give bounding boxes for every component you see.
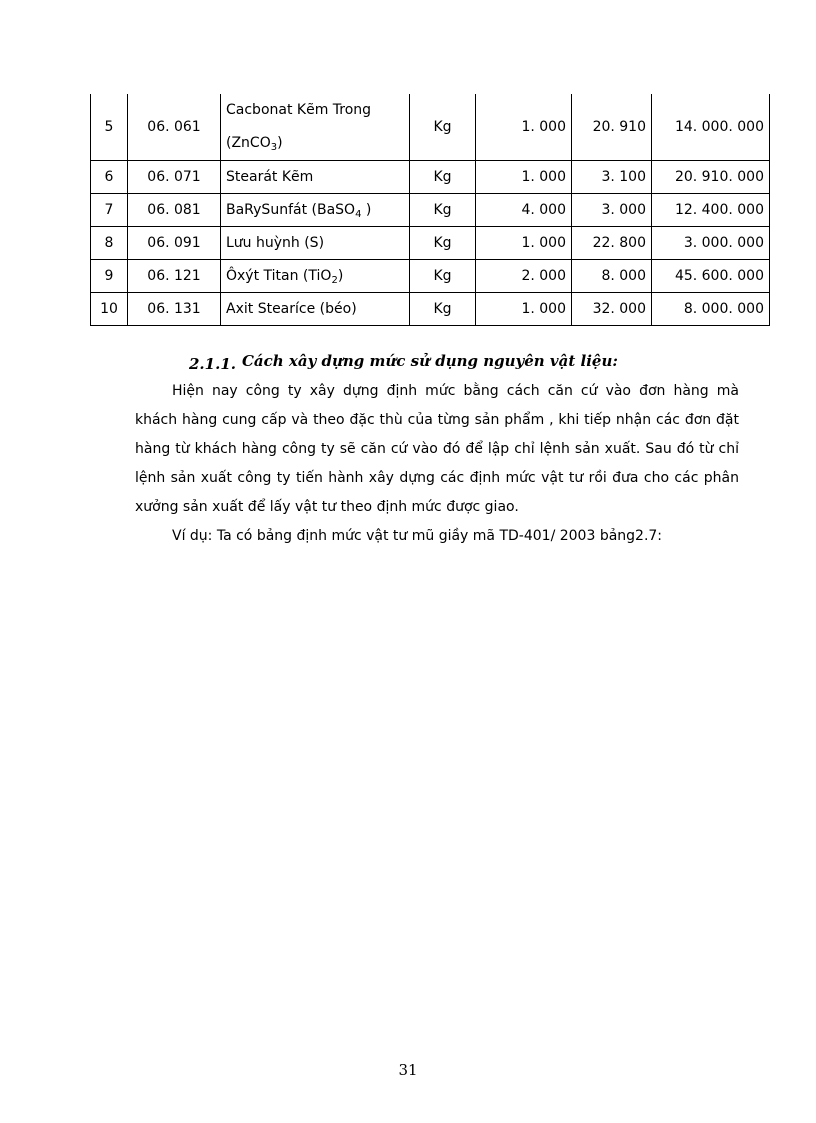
- quantity: 4. 000: [476, 194, 572, 227]
- material-name-line1: Cacbonat Kẽm Trong: [226, 102, 372, 118]
- row-number: 5: [91, 94, 128, 161]
- paragraph-line: xưởng sản xuất để lấy vật tư theo định mức được giao.: [135, 499, 519, 515]
- quantity: 1. 000: [476, 94, 572, 161]
- table-row: [91, 161, 770, 194]
- total-amount: 3. 000. 000: [652, 227, 770, 260]
- table-row: [91, 293, 770, 326]
- table-row: [91, 227, 770, 260]
- unit: Kg: [410, 194, 476, 227]
- material-name: [221, 293, 410, 326]
- material-name-line2: [226, 127, 404, 160]
- name-text: Stearát Kẽm: [226, 169, 314, 185]
- row-number: 9: [91, 260, 128, 293]
- total-amount: 20. 910. 000: [652, 161, 770, 194]
- name-text: Axit Stearíce (béo): [226, 301, 357, 317]
- total-amount: 45. 600. 000: [652, 260, 770, 293]
- name-text: Lưu huỳnh (S): [226, 235, 325, 251]
- section-number: 2.1.1.: [189, 355, 236, 373]
- material-name: [221, 227, 410, 260]
- unit-price: 3. 100: [572, 161, 652, 194]
- row-number: 10: [91, 293, 128, 326]
- row-number: 8: [91, 227, 128, 260]
- total-amount: 12. 400. 000: [652, 194, 770, 227]
- total-amount: 8. 000. 000: [652, 293, 770, 326]
- unit: Kg: [410, 260, 476, 293]
- material-code: 06. 131: [128, 293, 221, 326]
- unit-price: 22. 800: [572, 227, 652, 260]
- quantity: 1. 000: [476, 161, 572, 194]
- formula-suffix: ): [337, 268, 344, 284]
- section-heading: [189, 352, 618, 373]
- unit-price: 20. 910: [572, 94, 652, 161]
- formula-prefix: (ZnCO: [226, 135, 271, 151]
- name-text: BaRySunfát (BaSO: [226, 202, 356, 218]
- table-row: [91, 194, 770, 227]
- paragraph-line: lệnh sản xuất công ty tiến hành xây dựng các định mức vật tư rồi đưa cho các phân: [135, 470, 739, 486]
- material-code: 06. 091: [128, 227, 221, 260]
- formula-suffix: ): [277, 135, 283, 151]
- paragraph-line: Hiện nay công ty xây dựng định mức bằng cách căn cứ vào đơn hàng mà: [172, 383, 739, 399]
- quantity: 2. 000: [476, 260, 572, 293]
- unit-price: 32. 000: [572, 293, 652, 326]
- name-text: Ôxýt Titan (TiO: [226, 268, 332, 284]
- page-number: 31: [398, 1061, 418, 1079]
- unit: Kg: [410, 293, 476, 326]
- material-name: [221, 194, 410, 227]
- unit-price: 3. 000: [572, 194, 652, 227]
- quantity: 1. 000: [476, 227, 572, 260]
- body-paragraph: [135, 377, 739, 551]
- formula-subscript: 4: [355, 209, 362, 220]
- material-code: 06. 121: [128, 260, 221, 293]
- material-name: [221, 260, 410, 293]
- paragraph-line: khách hàng cung cấp và theo đặc thù của từng sản phẩm , khi tiếp nhận các đơn đặt: [135, 412, 739, 428]
- formula-suffix: ): [361, 202, 372, 218]
- unit: Kg: [410, 161, 476, 194]
- materials-table: [90, 94, 770, 326]
- row-number: 7: [91, 194, 128, 227]
- row-number: 6: [91, 161, 128, 194]
- quantity: 1. 000: [476, 293, 572, 326]
- material-name: [221, 161, 410, 194]
- section-title: Cách xây dựng mức sử dụng nguyên vật liệu:: [241, 352, 618, 370]
- material-code: 06. 071: [128, 161, 221, 194]
- table-row: [91, 260, 770, 293]
- material-code: 06. 061: [128, 94, 221, 161]
- unit-price: 8. 000: [572, 260, 652, 293]
- example-line: Ví dụ: Ta có bảng định mức vật tư mũ giầy mã TD-401/ 2003 bảng2.7:: [172, 528, 663, 544]
- table-row: [91, 94, 770, 161]
- formula-subscript: 3: [270, 142, 278, 153]
- material-name: [221, 94, 410, 161]
- formula-subscript: 2: [331, 275, 338, 286]
- unit: Kg: [410, 94, 476, 161]
- paragraph-line: hàng từ khách hàng công ty sẽ căn cứ vào đó để lập chỉ lệnh sản xuất. Sau đó từ chỉ: [135, 441, 739, 457]
- unit: Kg: [410, 227, 476, 260]
- material-code: 06. 081: [128, 194, 221, 227]
- total-amount: 14. 000. 000: [652, 94, 770, 161]
